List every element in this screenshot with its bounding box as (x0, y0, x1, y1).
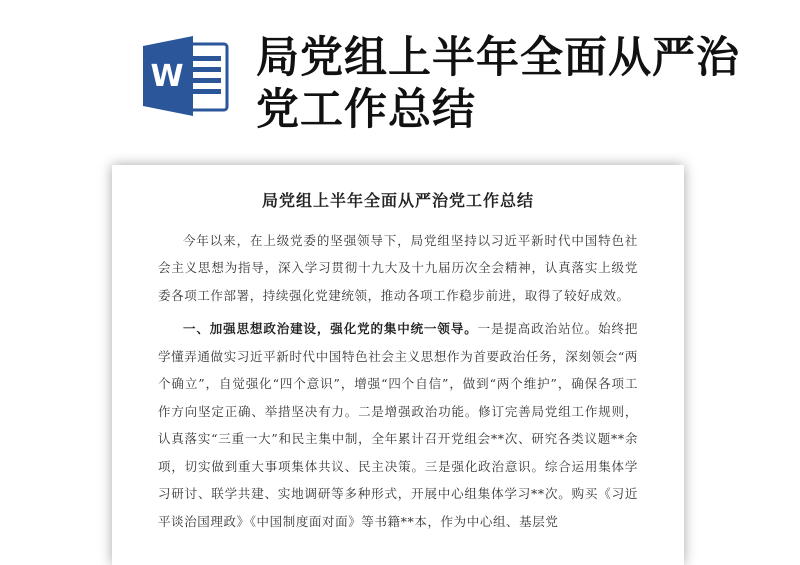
page-heading: 局党组上半年全面从严治党工作总结 (261, 191, 534, 210)
page-content (158, 187, 638, 535)
paragraph-intro: 今年以来，在上级党委的坚强领导下，局党组坚持以习近平新时代中国特色社会主义思想为指导，深入学习贯彻十九大及十九届历次全会精神，认真落实上级党委各项工作部署，持续强化党建统领，推动各项工作稳步前进，取得了较好成效。 (158, 232, 638, 303)
word-icon-letter: W (150, 59, 184, 94)
section-1-body: 一是提高政治站位。始终把学懂弄通做实习近平新时代中国特色社会主义思想作为首要政治任务，深刻领会“两个确立”，自觉强化“四个意识”，增强“四个自信”，做到“两个维护”，确保各项工作方向坚定正确、举措坚决有力。二是增强政治功能。修订完善局党组工作规则，认真落实“三重一大”和民主集中制，全年累计召开党组会**次、研究各类议题**余项，切实做到重大事项集体共议、民主决策。三是强化政治意识。综合运用集体学习研讨、联学共建、实地调研等多种形式，开展中心组集体学习**次。购买《习近平谈治国理政》《中国制度面对面》等书籍**本，作为中心组、基层党 (158, 321, 639, 529)
section-1-heading: 一、加强思想政治建设，强化党的集中统一领导。 (183, 321, 478, 336)
paragraph-section-1 (158, 315, 638, 535)
document-page-preview (112, 165, 684, 565)
document-title: 局党组上半年全面从严治党工作总结 (256, 33, 740, 135)
word-document-icon (143, 36, 229, 116)
header (0, 0, 800, 160)
